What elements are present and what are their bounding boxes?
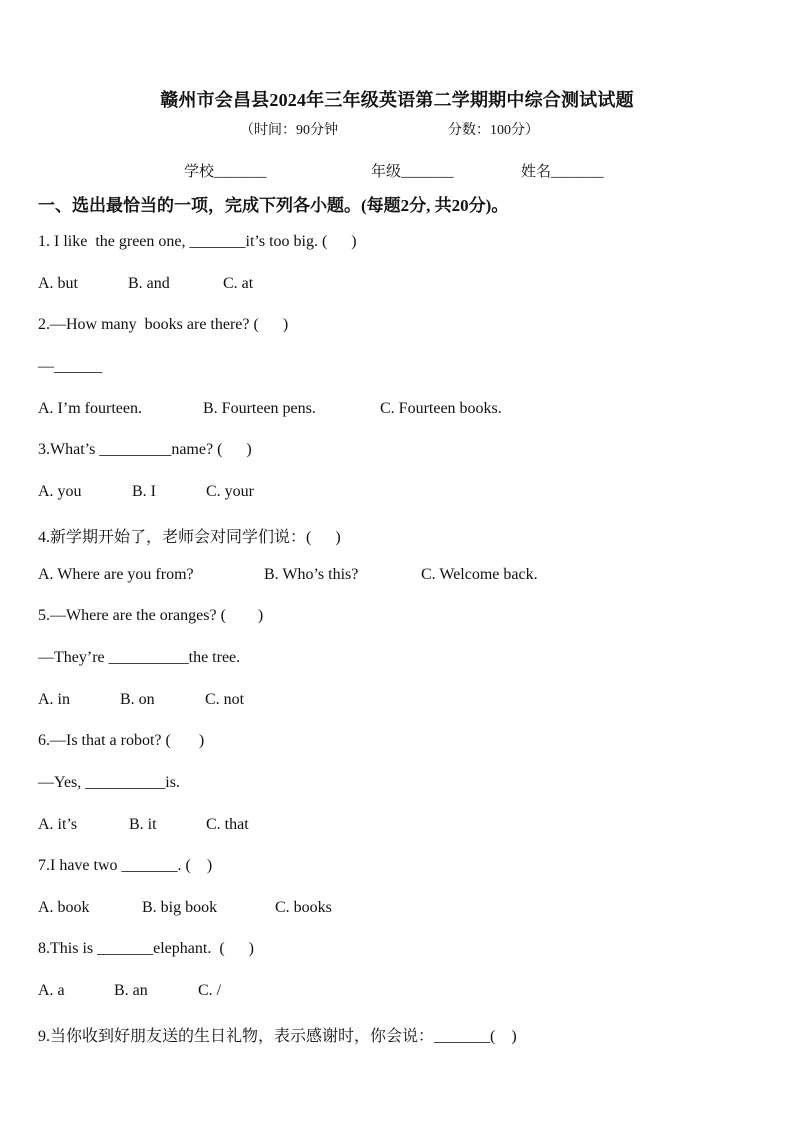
option-b: B. an	[114, 982, 148, 999]
option-b: B. I	[132, 483, 156, 500]
option-b: B. Who’s this?	[264, 566, 359, 583]
question-stem: 7.I have two _______. ( )	[38, 857, 213, 874]
option-a: A. but	[38, 275, 78, 292]
option-b: B. Fourteen pens.	[203, 400, 316, 417]
option-b: B. and	[128, 275, 170, 292]
question-stem: 9.当你收到好朋友送的生日礼物，表示感谢时，你会说：_______( )	[38, 1028, 517, 1045]
option-c: C. not	[205, 691, 245, 708]
option-c: C. your	[206, 483, 254, 500]
option-a: A. a	[38, 982, 65, 999]
answer-line: —Yes, __________is.	[38, 774, 180, 791]
question-stem: 1. I like the green one, _______it’s too big. ( )	[38, 233, 357, 250]
question-stem: 4.新学期开始了，老师会对同学们说：( )	[38, 529, 341, 546]
name-field: 姓名_______	[521, 164, 604, 180]
exam-score: 分数：100分）	[448, 123, 539, 138]
option-c: C. Fourteen books.	[380, 400, 502, 417]
school-field: 学校_______	[184, 164, 267, 180]
option-c: C. /	[198, 982, 222, 999]
question-stem: 8.This is _______elephant. ( )	[38, 940, 254, 957]
option-b: B. big book	[142, 899, 218, 916]
option-a: A. I’m fourteen.	[38, 400, 142, 417]
option-c: C. books	[275, 899, 332, 916]
option-a: A. book	[38, 899, 90, 916]
question-stem: 5.—Where are the oranges? ( )	[38, 607, 264, 624]
option-a: A. in	[38, 691, 70, 708]
question-stem: 2.—How many books are there? ( )	[38, 316, 289, 333]
option-c: C. that	[206, 816, 249, 833]
option-c: C. at	[223, 275, 254, 292]
exam-time: （时间：90分钟	[240, 123, 338, 138]
option-a: A. it’s	[38, 816, 78, 833]
option-a: A. Where are you from?	[38, 566, 194, 583]
page-title: 赣州市会昌县2024年三年级英语第二学期期中综合测试试题	[160, 90, 634, 110]
option-b: B. it	[129, 816, 157, 833]
answer-line: —______	[38, 358, 102, 375]
question-stem: 3.What’s _________name? ( )	[38, 441, 252, 458]
option-c: C. Welcome back.	[421, 566, 538, 583]
option-b: B. on	[120, 691, 155, 708]
grade-field: 年级_______	[371, 164, 454, 180]
option-a: A. you	[38, 483, 82, 500]
question-stem: 6.—Is that a robot? ( )	[38, 732, 205, 749]
section-heading: 一、选出最恰当的一项，完成下列各小题。(每题2分, 共20分)。	[38, 196, 509, 215]
answer-line: —They’re __________the tree.	[38, 649, 241, 666]
